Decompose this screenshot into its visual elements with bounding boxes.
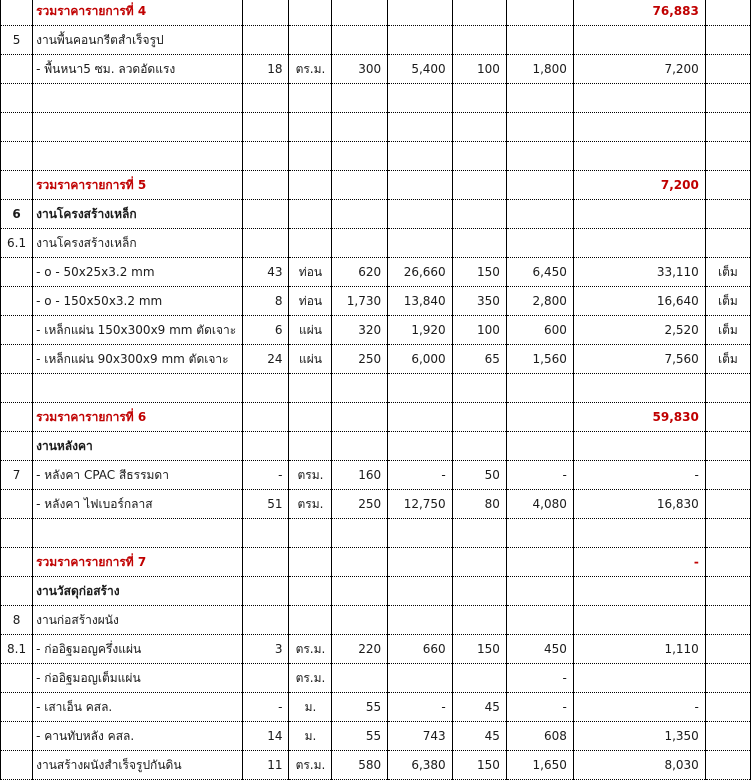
total-cell[interactable]: 1,110 xyxy=(573,635,705,664)
quantity-cell[interactable] xyxy=(243,113,289,142)
description-cell[interactable]: งานโครงสร้างเหล็ก xyxy=(33,229,243,258)
description-cell[interactable] xyxy=(33,84,243,113)
subtotal-row xyxy=(1,403,751,432)
unit-cell[interactable]: แผ่น xyxy=(289,316,332,345)
material-cost-cell[interactable] xyxy=(388,229,453,258)
note-cell[interactable] xyxy=(705,722,750,751)
description-cell[interactable]: - ก่ออิฐมอญครึ่งแผ่น xyxy=(33,635,243,664)
material-cost-cell[interactable] xyxy=(388,171,453,200)
material-unit-price-cell[interactable] xyxy=(332,26,388,55)
unit-cell[interactable]: ม. xyxy=(289,693,332,722)
material-cost-cell[interactable] xyxy=(388,84,453,113)
material-unit-price-cell[interactable]: 160 xyxy=(332,461,388,490)
item-number-cell[interactable] xyxy=(1,490,33,519)
material-unit-price-cell[interactable] xyxy=(332,606,388,635)
material-unit-price-cell[interactable]: 580 xyxy=(332,751,388,780)
labor-unit-price-cell[interactable]: 65 xyxy=(452,345,506,374)
labor-unit-price-cell[interactable]: 45 xyxy=(452,722,506,751)
table-row xyxy=(1,751,751,780)
material-cost-cell[interactable]: 26,660 xyxy=(388,258,453,287)
material-cost-cell[interactable] xyxy=(388,577,453,606)
material-unit-price-cell[interactable] xyxy=(332,200,388,229)
description-cell[interactable]: - หลังคา CPAC สีธรรมดา xyxy=(33,461,243,490)
quantity-cell[interactable]: - xyxy=(243,693,289,722)
unit-cell[interactable]: ตรม. xyxy=(289,490,332,519)
table-row xyxy=(1,606,751,635)
quantity-cell[interactable] xyxy=(243,171,289,200)
material-unit-price-cell[interactable]: 220 xyxy=(332,635,388,664)
quantity-cell[interactable]: 6 xyxy=(243,316,289,345)
labor-unit-price-cell[interactable] xyxy=(452,548,506,577)
table-row xyxy=(1,287,751,316)
quantity-cell[interactable] xyxy=(243,374,289,403)
total-cell[interactable] xyxy=(573,664,705,693)
material-cost-cell[interactable]: 13,840 xyxy=(388,287,453,316)
material-cost-cell[interactable] xyxy=(388,142,453,171)
item-number-cell[interactable]: 7 xyxy=(1,461,33,490)
item-number-cell[interactable]: 8.1 xyxy=(1,635,33,664)
material-unit-price-cell[interactable]: 620 xyxy=(332,258,388,287)
total-cell[interactable] xyxy=(573,606,705,635)
material-cost-cell[interactable]: - xyxy=(388,693,453,722)
note-cell[interactable] xyxy=(705,26,750,55)
material-unit-price-cell[interactable] xyxy=(332,664,388,693)
item-number-cell[interactable] xyxy=(1,345,33,374)
material-unit-price-cell[interactable] xyxy=(332,171,388,200)
note-cell[interactable] xyxy=(705,171,750,200)
labor-unit-price-cell[interactable] xyxy=(452,432,506,461)
total-cell[interactable]: 16,640 xyxy=(573,287,705,316)
unit-cell[interactable] xyxy=(289,577,332,606)
material-cost-cell[interactable]: 6,000 xyxy=(388,345,453,374)
labor-unit-price-cell[interactable] xyxy=(452,664,506,693)
description-cell[interactable]: รวมราคารายการที่ 6 xyxy=(33,403,243,432)
total-cell[interactable] xyxy=(573,26,705,55)
item-number-cell[interactable] xyxy=(1,432,33,461)
item-number-cell[interactable] xyxy=(1,548,33,577)
quantity-cell[interactable] xyxy=(243,519,289,548)
unit-cell[interactable] xyxy=(289,229,332,258)
labor-unit-price-cell[interactable] xyxy=(452,142,506,171)
labor-unit-price-cell[interactable] xyxy=(452,84,506,113)
estimate-rows xyxy=(1,0,751,780)
material-cost-cell[interactable] xyxy=(388,0,453,26)
material-cost-cell[interactable]: 1,920 xyxy=(388,316,453,345)
note-cell[interactable] xyxy=(705,461,750,490)
quantity-cell[interactable]: 14 xyxy=(243,722,289,751)
quantity-cell[interactable] xyxy=(243,84,289,113)
material-unit-price-cell[interactable] xyxy=(332,113,388,142)
labor-cost-cell[interactable] xyxy=(506,519,573,548)
table-row xyxy=(1,55,751,84)
note-cell[interactable] xyxy=(705,606,750,635)
quantity-cell[interactable] xyxy=(243,229,289,258)
labor-cost-cell[interactable] xyxy=(506,548,573,577)
material-cost-cell[interactable] xyxy=(388,403,453,432)
unit-cell[interactable] xyxy=(289,84,332,113)
material-cost-cell[interactable] xyxy=(388,519,453,548)
table-row xyxy=(1,200,751,229)
material-cost-cell[interactable] xyxy=(388,113,453,142)
material-unit-price-cell[interactable]: 250 xyxy=(332,345,388,374)
item-number-cell[interactable] xyxy=(1,403,33,432)
material-cost-cell[interactable] xyxy=(388,374,453,403)
subtotal-row xyxy=(1,548,751,577)
material-cost-cell[interactable] xyxy=(388,26,453,55)
quantity-cell[interactable] xyxy=(243,664,289,693)
item-number-cell[interactable] xyxy=(1,171,33,200)
material-unit-price-cell[interactable]: 250 xyxy=(332,490,388,519)
material-cost-cell[interactable] xyxy=(388,664,453,693)
note-cell[interactable] xyxy=(705,374,750,403)
total-cell[interactable]: 7,200 xyxy=(573,171,705,200)
labor-cost-cell[interactable] xyxy=(506,171,573,200)
material-cost-cell[interactable]: - xyxy=(388,461,453,490)
labor-cost-cell[interactable]: - xyxy=(506,461,573,490)
labor-cost-cell[interactable] xyxy=(506,229,573,258)
description-cell[interactable]: - เหล็กแผ่น 150x300x9 mm ตัดเจาะ xyxy=(33,316,243,345)
table-row xyxy=(1,722,751,751)
unit-cell[interactable] xyxy=(289,113,332,142)
unit-cell[interactable]: แผ่น xyxy=(289,345,332,374)
table-row xyxy=(1,693,751,722)
labor-cost-cell[interactable]: 1,650 xyxy=(506,751,573,780)
total-cell[interactable]: - xyxy=(573,693,705,722)
blank-row xyxy=(1,519,751,548)
unit-cell[interactable] xyxy=(289,0,332,26)
description-cell[interactable]: - คานทับหลัง คสล. xyxy=(33,722,243,751)
material-unit-price-cell[interactable] xyxy=(332,0,388,26)
quantity-cell[interactable]: 24 xyxy=(243,345,289,374)
table-row xyxy=(1,258,751,287)
description-cell[interactable]: รวมราคารายการที่ 4 xyxy=(33,0,243,26)
labor-cost-cell[interactable] xyxy=(506,374,573,403)
quantity-cell[interactable]: 11 xyxy=(243,751,289,780)
labor-unit-price-cell[interactable] xyxy=(452,606,506,635)
labor-cost-cell[interactable] xyxy=(506,200,573,229)
labor-cost-cell[interactable] xyxy=(506,606,573,635)
note-cell[interactable]: เต็ม xyxy=(705,287,750,316)
quantity-cell[interactable] xyxy=(243,403,289,432)
total-cell[interactable] xyxy=(573,200,705,229)
material-unit-price-cell[interactable] xyxy=(332,548,388,577)
labor-unit-price-cell[interactable] xyxy=(452,403,506,432)
labor-cost-cell[interactable]: 1,800 xyxy=(506,55,573,84)
table-row xyxy=(1,490,751,519)
table-row xyxy=(1,345,751,374)
total-cell[interactable]: 8,030 xyxy=(573,751,705,780)
note-cell[interactable] xyxy=(705,113,750,142)
unit-cell[interactable] xyxy=(289,374,332,403)
quantity-cell[interactable]: 8 xyxy=(243,287,289,316)
labor-unit-price-cell[interactable] xyxy=(452,171,506,200)
description-cell[interactable]: - หลังคา ไฟเบอร์กลาส xyxy=(33,490,243,519)
item-number-cell[interactable] xyxy=(1,84,33,113)
blank-row xyxy=(1,84,751,113)
item-number-cell[interactable]: 5 xyxy=(1,26,33,55)
unit-cell[interactable] xyxy=(289,519,332,548)
note-cell[interactable] xyxy=(705,751,750,780)
quantity-cell[interactable] xyxy=(243,606,289,635)
description-cell[interactable] xyxy=(33,374,243,403)
note-cell[interactable] xyxy=(705,635,750,664)
unit-cell[interactable] xyxy=(289,606,332,635)
labor-cost-cell[interactable]: 450 xyxy=(506,635,573,664)
labor-cost-cell[interactable] xyxy=(506,26,573,55)
unit-cell[interactable]: ตร.ม. xyxy=(289,751,332,780)
labor-cost-cell[interactable]: 600 xyxy=(506,316,573,345)
labor-cost-cell[interactable]: - xyxy=(506,664,573,693)
item-number-cell[interactable]: 6 xyxy=(1,200,33,229)
quantity-cell[interactable]: 51 xyxy=(243,490,289,519)
item-number-cell[interactable] xyxy=(1,0,33,26)
labor-cost-cell[interactable] xyxy=(506,142,573,171)
total-cell[interactable]: 2,520 xyxy=(573,316,705,345)
subtotal-row xyxy=(1,0,751,26)
description-cell[interactable] xyxy=(33,113,243,142)
total-cell[interactable] xyxy=(573,374,705,403)
material-unit-price-cell[interactable] xyxy=(332,229,388,258)
material-cost-cell[interactable]: 743 xyxy=(388,722,453,751)
quantity-cell[interactable] xyxy=(243,26,289,55)
description-cell[interactable] xyxy=(33,519,243,548)
quantity-cell[interactable] xyxy=(243,142,289,171)
note-cell[interactable] xyxy=(705,577,750,606)
item-number-cell[interactable] xyxy=(1,55,33,84)
material-cost-cell[interactable] xyxy=(388,606,453,635)
note-cell[interactable] xyxy=(705,490,750,519)
unit-cell[interactable]: ท่อน xyxy=(289,287,332,316)
note-cell[interactable]: เต็ม xyxy=(705,258,750,287)
total-cell[interactable] xyxy=(573,142,705,171)
description-cell[interactable]: งานก่อสร้างผนัง xyxy=(33,606,243,635)
quantity-cell[interactable] xyxy=(243,432,289,461)
labor-unit-price-cell[interactable]: 50 xyxy=(452,461,506,490)
labor-unit-price-cell[interactable]: 350 xyxy=(452,287,506,316)
labor-cost-cell[interactable] xyxy=(506,0,573,26)
total-cell[interactable]: 76,883 xyxy=(573,0,705,26)
material-cost-cell[interactable]: 660 xyxy=(388,635,453,664)
material-unit-price-cell[interactable]: 1,730 xyxy=(332,287,388,316)
note-cell[interactable] xyxy=(705,200,750,229)
blank-row xyxy=(1,374,751,403)
unit-cell[interactable]: ตร.ม. xyxy=(289,635,332,664)
unit-cell[interactable]: ตรม. xyxy=(289,461,332,490)
item-number-cell[interactable] xyxy=(1,113,33,142)
total-cell[interactable]: 7,560 xyxy=(573,345,705,374)
unit-cell[interactable]: ม. xyxy=(289,722,332,751)
total-cell[interactable] xyxy=(573,229,705,258)
material-unit-price-cell[interactable] xyxy=(332,577,388,606)
material-cost-cell[interactable]: 6,380 xyxy=(388,751,453,780)
description-cell[interactable]: งานพื้นคอนกรีตสำเร็จรูป xyxy=(33,26,243,55)
note-cell[interactable]: เต็ม xyxy=(705,345,750,374)
item-number-cell[interactable] xyxy=(1,374,33,403)
table-row xyxy=(1,635,751,664)
item-number-cell[interactable] xyxy=(1,751,33,780)
labor-unit-price-cell[interactable] xyxy=(452,229,506,258)
labor-unit-price-cell[interactable] xyxy=(452,200,506,229)
note-cell[interactable] xyxy=(705,0,750,26)
labor-unit-price-cell[interactable] xyxy=(452,26,506,55)
item-number-cell[interactable] xyxy=(1,287,33,316)
unit-cell[interactable] xyxy=(289,548,332,577)
total-cell[interactable]: - xyxy=(573,548,705,577)
table-row xyxy=(1,26,751,55)
description-cell[interactable] xyxy=(33,142,243,171)
item-number-cell[interactable] xyxy=(1,142,33,171)
description-cell[interactable]: งานวัสดุก่อสร้าง xyxy=(33,577,243,606)
table-row xyxy=(1,664,751,693)
item-number-cell[interactable]: 8 xyxy=(1,606,33,635)
description-cell[interactable]: งานโครงสร้างเหล็ก xyxy=(33,200,243,229)
total-cell[interactable]: - xyxy=(573,461,705,490)
description-cell[interactable]: งานสร้างผนังสำเร็จรูปกันดิน xyxy=(33,751,243,780)
unit-cell[interactable] xyxy=(289,403,332,432)
total-cell[interactable] xyxy=(573,519,705,548)
note-cell[interactable] xyxy=(705,519,750,548)
note-cell[interactable] xyxy=(705,432,750,461)
material-unit-price-cell[interactable] xyxy=(332,432,388,461)
quantity-cell[interactable]: 3 xyxy=(243,635,289,664)
material-cost-cell[interactable] xyxy=(388,548,453,577)
labor-unit-price-cell[interactable]: 150 xyxy=(452,751,506,780)
material-unit-price-cell[interactable] xyxy=(332,374,388,403)
item-number-cell[interactable] xyxy=(1,258,33,287)
item-number-cell[interactable] xyxy=(1,722,33,751)
blank-row xyxy=(1,142,751,171)
unit-cell[interactable]: ตร.ม. xyxy=(289,55,332,84)
table-row xyxy=(1,316,751,345)
description-cell[interactable]: - พื้นหนา5 ซม. ลวดอัดแรง xyxy=(33,55,243,84)
labor-unit-price-cell[interactable]: 45 xyxy=(452,693,506,722)
labor-unit-price-cell[interactable]: 80 xyxy=(452,490,506,519)
item-number-cell[interactable] xyxy=(1,577,33,606)
total-cell[interactable] xyxy=(573,113,705,142)
item-number-cell[interactable] xyxy=(1,519,33,548)
total-cell[interactable] xyxy=(573,84,705,113)
labor-cost-cell[interactable] xyxy=(506,113,573,142)
material-unit-price-cell[interactable]: 300 xyxy=(332,55,388,84)
labor-cost-cell[interactable]: 2,800 xyxy=(506,287,573,316)
material-unit-price-cell[interactable] xyxy=(332,403,388,432)
material-unit-price-cell[interactable] xyxy=(332,142,388,171)
labor-cost-cell[interactable]: 4,080 xyxy=(506,490,573,519)
labor-cost-cell[interactable]: 6,450 xyxy=(506,258,573,287)
item-number-cell[interactable] xyxy=(1,664,33,693)
labor-cost-cell[interactable]: - xyxy=(506,693,573,722)
description-cell[interactable]: งานหลังคา xyxy=(33,432,243,461)
quantity-cell[interactable]: 43 xyxy=(243,258,289,287)
description-cell[interactable]: รวมราคารายการที่ 5 xyxy=(33,171,243,200)
total-cell[interactable]: 1,350 xyxy=(573,722,705,751)
material-unit-price-cell[interactable]: 320 xyxy=(332,316,388,345)
labor-cost-cell[interactable] xyxy=(506,432,573,461)
description-cell[interactable]: - o - 150x50x3.2 mm xyxy=(33,287,243,316)
subtotal-row xyxy=(1,171,751,200)
unit-cell[interactable] xyxy=(289,171,332,200)
material-cost-cell[interactable] xyxy=(388,200,453,229)
description-cell[interactable]: รวมราคารายการที่ 7 xyxy=(33,548,243,577)
note-cell[interactable] xyxy=(705,693,750,722)
quantity-cell[interactable] xyxy=(243,0,289,26)
total-cell[interactable] xyxy=(573,432,705,461)
note-cell[interactable] xyxy=(705,142,750,171)
total-cell[interactable] xyxy=(573,577,705,606)
note-cell[interactable] xyxy=(705,548,750,577)
note-cell[interactable] xyxy=(705,229,750,258)
material-unit-price-cell[interactable]: 55 xyxy=(332,722,388,751)
unit-cell[interactable]: ท่อน xyxy=(289,258,332,287)
total-cell[interactable]: 7,200 xyxy=(573,55,705,84)
unit-cell[interactable] xyxy=(289,26,332,55)
material-cost-cell[interactable]: 5,400 xyxy=(388,55,453,84)
blank-row xyxy=(1,113,751,142)
unit-cell[interactable] xyxy=(289,142,332,171)
unit-cell[interactable] xyxy=(289,432,332,461)
description-cell[interactable]: - เสาเอ็น คสล. xyxy=(33,693,243,722)
note-cell[interactable] xyxy=(705,403,750,432)
material-cost-cell[interactable]: 12,750 xyxy=(388,490,453,519)
labor-unit-price-cell[interactable]: 100 xyxy=(452,55,506,84)
description-cell[interactable]: - ก่ออิฐมอญเต็มแผ่น xyxy=(33,664,243,693)
description-cell[interactable]: - เหล็กแผ่น 90x300x9 mm ตัดเจาะ xyxy=(33,345,243,374)
item-number-cell[interactable] xyxy=(1,693,33,722)
unit-cell[interactable] xyxy=(289,200,332,229)
labor-cost-cell[interactable]: 608 xyxy=(506,722,573,751)
note-cell[interactable]: เต็ม xyxy=(705,316,750,345)
total-cell[interactable]: 16,830 xyxy=(573,490,705,519)
labor-unit-price-cell[interactable]: 150 xyxy=(452,635,506,664)
quantity-cell[interactable] xyxy=(243,200,289,229)
material-unit-price-cell[interactable] xyxy=(332,519,388,548)
table-row xyxy=(1,229,751,258)
labor-unit-price-cell[interactable] xyxy=(452,519,506,548)
labor-unit-price-cell[interactable] xyxy=(452,577,506,606)
note-cell[interactable] xyxy=(705,55,750,84)
note-cell[interactable] xyxy=(705,84,750,113)
material-unit-price-cell[interactable]: 55 xyxy=(332,693,388,722)
labor-cost-cell[interactable] xyxy=(506,577,573,606)
description-cell[interactable]: - o - 50x25x3.2 mm xyxy=(33,258,243,287)
table-row xyxy=(1,432,751,461)
item-number-cell[interactable] xyxy=(1,316,33,345)
labor-unit-price-cell[interactable] xyxy=(452,374,506,403)
quantity-cell[interactable] xyxy=(243,577,289,606)
total-cell[interactable]: 33,110 xyxy=(573,258,705,287)
labor-cost-cell[interactable]: 1,560 xyxy=(506,345,573,374)
quantity-cell[interactable]: 18 xyxy=(243,55,289,84)
labor-unit-price-cell[interactable] xyxy=(452,113,506,142)
labor-cost-cell[interactable] xyxy=(506,84,573,113)
labor-unit-price-cell[interactable]: 150 xyxy=(452,258,506,287)
table-row xyxy=(1,577,751,606)
quantity-cell[interactable]: - xyxy=(243,461,289,490)
material-cost-cell[interactable] xyxy=(388,432,453,461)
total-cell[interactable]: 59,830 xyxy=(573,403,705,432)
note-cell[interactable] xyxy=(705,664,750,693)
unit-cell[interactable]: ตร.ม. xyxy=(289,664,332,693)
quantity-cell[interactable] xyxy=(243,548,289,577)
table-row xyxy=(1,461,751,490)
labor-unit-price-cell[interactable]: 100 xyxy=(452,316,506,345)
item-number-cell[interactable]: 6.1 xyxy=(1,229,33,258)
material-unit-price-cell[interactable] xyxy=(332,84,388,113)
labor-unit-price-cell[interactable] xyxy=(452,0,506,26)
labor-cost-cell[interactable] xyxy=(506,403,573,432)
